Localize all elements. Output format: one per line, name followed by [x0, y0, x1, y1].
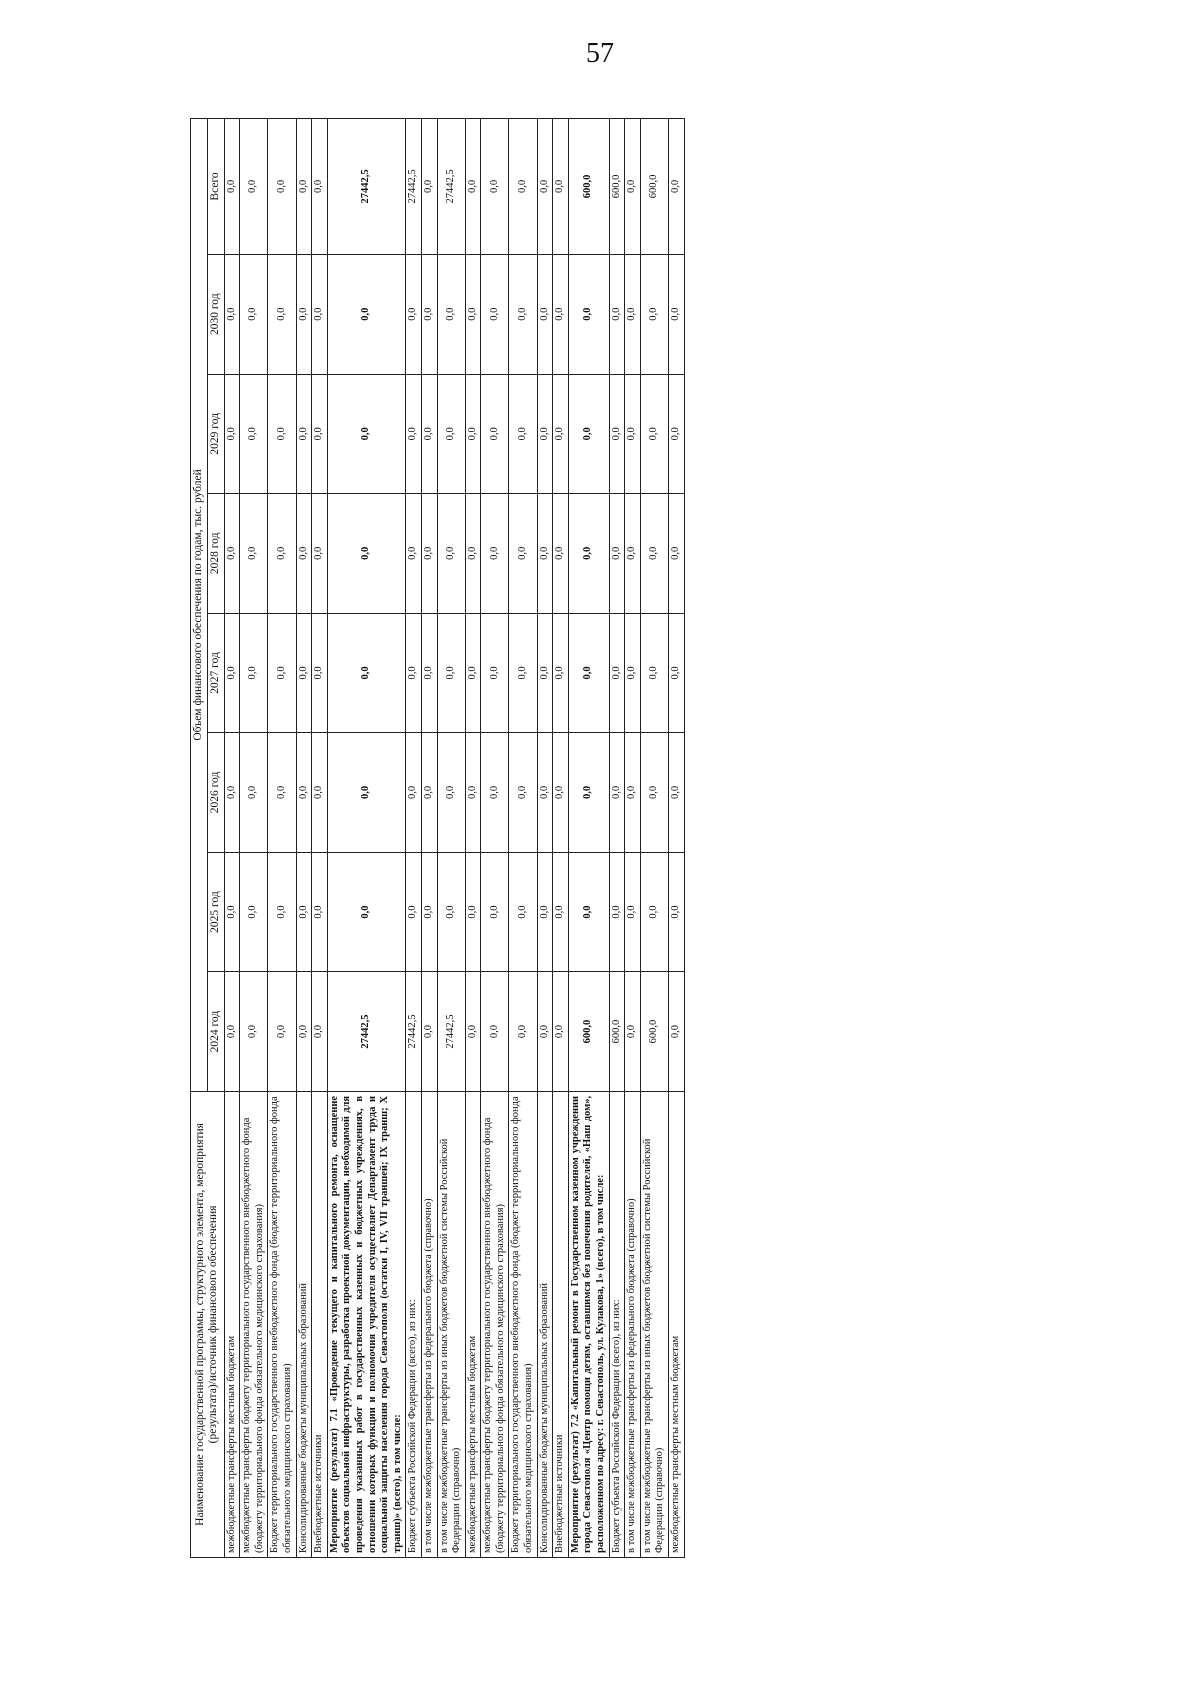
value-cell: 0,0 [312, 613, 328, 733]
header-year-cell: 2026 год [207, 733, 224, 853]
table-row [465, 119, 481, 1558]
value-cell: 0,0 [669, 374, 685, 494]
value-cell: 0,0 [240, 852, 268, 972]
value-cell: 27442,5 [437, 119, 465, 255]
value-cell: 0,0 [421, 254, 437, 374]
value-cell: 0,0 [406, 374, 422, 494]
value-cell: 0,0 [421, 613, 437, 733]
value-cell: 0,0 [481, 972, 509, 1092]
value-cell: 0,0 [312, 852, 328, 972]
row-name-cell: Бюджет территориального государственного внебюджетного фонда (бюджет территориального фонда обязательного медицинского страхования) [509, 1091, 537, 1557]
table-row [240, 119, 268, 1558]
value-cell: 0,0 [312, 733, 328, 853]
value-cell: 0,0 [625, 972, 641, 1092]
value-cell: 0,0 [224, 494, 240, 614]
value-cell: 0,0 [669, 494, 685, 614]
header-year-cell: 2030 год [207, 254, 224, 374]
value-cell: 0,0 [312, 374, 328, 494]
row-name-cell: межбюджетные трансферты местным бюджетам [669, 1091, 685, 1557]
value-cell: 0,0 [537, 733, 553, 853]
value-cell: 600,0 [568, 119, 609, 255]
value-cell: 0,0 [481, 852, 509, 972]
value-cell: 0,0 [609, 613, 625, 733]
row-name-cell: межбюджетные трансферты местным бюджетам [465, 1091, 481, 1557]
table-row [296, 119, 312, 1558]
header-year-cell: 2027 год [207, 613, 224, 733]
value-cell: 0,0 [406, 613, 422, 733]
row-name-cell: межбюджетные трансферты бюджету территориального государственного внебюджетного фонда (бюджету территориального фонда обязательного медицинского страхования) [240, 1091, 268, 1557]
value-cell: 0,0 [406, 733, 422, 853]
value-cell: 0,0 [224, 613, 240, 733]
value-cell: 27442,5 [406, 972, 422, 1092]
value-cell: 0,0 [640, 733, 668, 853]
value-cell: 0,0 [568, 733, 609, 853]
table-row [609, 119, 625, 1558]
header-year-cell: 2025 год [207, 852, 224, 972]
value-cell: 0,0 [268, 374, 296, 494]
value-cell: 0,0 [509, 494, 537, 614]
value-cell: 0,0 [568, 494, 609, 614]
value-cell: 600,0 [640, 972, 668, 1092]
row-name-cell: Консолидированные бюджеты муниципальных образований [296, 1091, 312, 1557]
value-cell: 0,0 [465, 374, 481, 494]
value-cell: 0,0 [437, 494, 465, 614]
financing-table [190, 118, 685, 1558]
value-cell: 0,0 [481, 374, 509, 494]
header-year-cell: 2029 год [207, 374, 224, 494]
value-cell: 0,0 [268, 613, 296, 733]
value-cell: 0,0 [406, 254, 422, 374]
value-cell: 0,0 [553, 972, 569, 1092]
value-cell: 0,0 [268, 733, 296, 853]
value-cell: 0,0 [568, 852, 609, 972]
value-cell: 0,0 [224, 254, 240, 374]
row-name-cell: Бюджет территориального государственного внебюджетного фонда (бюджет территориального фонда обязательного медицинского страхования) [268, 1091, 296, 1557]
value-cell: 0,0 [568, 374, 609, 494]
value-cell: 0,0 [421, 733, 437, 853]
table-row [509, 119, 537, 1558]
table-row [421, 119, 437, 1558]
value-cell: 0,0 [481, 119, 509, 255]
value-cell: 0,0 [537, 972, 553, 1092]
header-volume-cell: Объем финансового обеспечения по годам, тыс. рублей [191, 119, 208, 1092]
value-cell: 0,0 [465, 852, 481, 972]
value-cell: 600,0 [609, 972, 625, 1092]
value-cell: 0,0 [437, 374, 465, 494]
row-name-cell: Мероприятие (результат) 7.1 «Проведение текущего и капитального ремонта, оснащение объектов социальной инфраструктуры, разработка проектной документации, необходимой для проведения указанных работ в государственных казенных и бюджетных учреждениях, в отношении которых функции и полномочия учредителя осуществляет Департамент труда и социальной защиты населения города Севастополя (остатки I, IV, VII траншей; IX транш; X транш)» (всего), в том числе: [327, 1091, 406, 1557]
value-cell: 0,0 [553, 254, 569, 374]
value-cell: 0,0 [224, 852, 240, 972]
value-cell: 0,0 [465, 972, 481, 1092]
value-cell: 0,0 [465, 254, 481, 374]
value-cell: 0,0 [640, 613, 668, 733]
value-cell: 0,0 [296, 254, 312, 374]
value-cell: 0,0 [481, 254, 509, 374]
value-cell: 0,0 [312, 972, 328, 1092]
value-cell: 0,0 [240, 972, 268, 1092]
value-cell: 0,0 [437, 254, 465, 374]
value-cell: 0,0 [312, 494, 328, 614]
value-cell: 0,0 [327, 374, 406, 494]
table-row [224, 119, 240, 1558]
table-body [224, 119, 684, 1558]
value-cell: 0,0 [421, 972, 437, 1092]
table-row [327, 119, 406, 1558]
value-cell: 0,0 [669, 852, 685, 972]
value-cell: 0,0 [224, 972, 240, 1092]
value-cell: 0,0 [609, 494, 625, 614]
rotated-table-container [190, 118, 1200, 1558]
value-cell: 0,0 [568, 613, 609, 733]
row-name-cell: Внебюджетные источники [553, 1091, 569, 1557]
row-name-cell: в том числе межбюджетные трансферты из иных бюджетов бюджетной системы Российской Федерации (справочно) [437, 1091, 465, 1557]
value-cell: 0,0 [406, 494, 422, 614]
table-row [268, 119, 296, 1558]
value-cell: 0,0 [406, 852, 422, 972]
table-row [640, 119, 668, 1558]
value-cell: 0,0 [421, 494, 437, 614]
value-cell: 0,0 [625, 613, 641, 733]
value-cell: 600,0 [609, 119, 625, 255]
value-cell: 27442,5 [327, 119, 406, 255]
value-cell: 0,0 [609, 254, 625, 374]
value-cell: 0,0 [553, 852, 569, 972]
table-row [568, 119, 609, 1558]
value-cell: 600,0 [640, 119, 668, 255]
value-cell: 0,0 [465, 494, 481, 614]
value-cell: 0,0 [240, 119, 268, 255]
value-cell: 0,0 [268, 254, 296, 374]
value-cell: 0,0 [669, 119, 685, 255]
value-cell: 0,0 [296, 852, 312, 972]
value-cell: 0,0 [553, 613, 569, 733]
header-year-cell: 2028 год [207, 494, 224, 614]
value-cell: 0,0 [553, 374, 569, 494]
value-cell: 0,0 [327, 494, 406, 614]
value-cell: 0,0 [609, 733, 625, 853]
page-number: 57 [586, 38, 614, 69]
value-cell: 0,0 [553, 494, 569, 614]
value-cell: 27442,5 [327, 972, 406, 1092]
value-cell: 0,0 [537, 852, 553, 972]
rotated-page-area [190, 118, 1200, 1558]
value-cell: 0,0 [509, 374, 537, 494]
header-name-cell: Наименование государственной программы, структурного элемента, мероприятия (результата)/источник финансового обеспечения [191, 1091, 225, 1557]
value-cell: 0,0 [327, 254, 406, 374]
value-cell: 0,0 [437, 852, 465, 972]
row-name-cell: Мероприятие (результат) 7.2 «Капитальный ремонт в Государственном казенном учреждении города Севастополя «Центр помощи детям, оставшимся без попечения родителей, «Наш дом», расположенном по адресу: г. Севастополь, ул. Кулакова, 1» (всего), в том числе: [568, 1091, 609, 1557]
row-name-cell: Бюджет субъекта Российской Федерации (всего), из них: [406, 1091, 422, 1557]
value-cell: 0,0 [327, 613, 406, 733]
value-cell: 0,0 [268, 852, 296, 972]
header-year-cell: 2024 год [207, 972, 224, 1092]
value-cell: 0,0 [224, 733, 240, 853]
value-cell: 0,0 [437, 733, 465, 853]
row-name-cell: в том числе межбюджетные трансферты из иных бюджетов бюджетной системы Российской Федерации (справочно) [640, 1091, 668, 1557]
value-cell: 0,0 [481, 613, 509, 733]
value-cell: 0,0 [268, 494, 296, 614]
value-cell: 0,0 [537, 119, 553, 255]
value-cell: 0,0 [296, 494, 312, 614]
value-cell: 0,0 [669, 733, 685, 853]
value-cell: 0,0 [509, 613, 537, 733]
value-cell: 0,0 [296, 613, 312, 733]
value-cell: 0,0 [421, 852, 437, 972]
value-cell: 0,0 [296, 119, 312, 255]
value-cell: 0,0 [537, 613, 553, 733]
value-cell: 0,0 [327, 733, 406, 853]
value-cell: 0,0 [625, 494, 641, 614]
value-cell: 0,0 [240, 254, 268, 374]
table-row [553, 119, 569, 1558]
value-cell: 0,0 [568, 254, 609, 374]
value-cell: 0,0 [537, 374, 553, 494]
value-cell: 0,0 [509, 733, 537, 853]
row-name-cell: Внебюджетные источники [312, 1091, 328, 1557]
value-cell: 0,0 [421, 119, 437, 255]
value-cell: 0,0 [481, 733, 509, 853]
value-cell: 0,0 [268, 119, 296, 255]
row-name-cell: межбюджетные трансферты бюджету территориального государственного внебюджетного фонда (бюджету территориального фонда обязательного медицинского страхования) [481, 1091, 509, 1557]
value-cell: 0,0 [625, 254, 641, 374]
value-cell: 0,0 [240, 613, 268, 733]
row-name-cell: в том числе межбюджетные трансферты из федерального бюджета (справочно) [625, 1091, 641, 1557]
value-cell: 0,0 [296, 374, 312, 494]
value-cell: 0,0 [509, 254, 537, 374]
value-cell: 0,0 [609, 374, 625, 494]
table-row [406, 119, 422, 1558]
header-row-top [191, 119, 208, 1558]
table-row [669, 119, 685, 1558]
value-cell: 0,0 [537, 494, 553, 614]
value-cell: 0,0 [640, 374, 668, 494]
value-cell: 0,0 [609, 852, 625, 972]
value-cell: 0,0 [268, 972, 296, 1092]
value-cell: 0,0 [509, 852, 537, 972]
value-cell: 0,0 [224, 374, 240, 494]
value-cell: 0,0 [465, 119, 481, 255]
value-cell: 0,0 [465, 733, 481, 853]
table-row [312, 119, 328, 1558]
value-cell: 0,0 [327, 852, 406, 972]
value-cell: 27442,5 [437, 972, 465, 1092]
value-cell: 0,0 [669, 613, 685, 733]
value-cell: 0,0 [240, 494, 268, 614]
value-cell: 0,0 [553, 119, 569, 255]
value-cell: 0,0 [224, 119, 240, 255]
row-name-cell: межбюджетные трансферты местным бюджетам [224, 1091, 240, 1557]
value-cell: 0,0 [240, 374, 268, 494]
value-cell: 0,0 [640, 494, 668, 614]
value-cell: 0,0 [625, 733, 641, 853]
value-cell: 0,0 [509, 119, 537, 255]
row-name-cell: Консолидированные бюджеты муниципальных образований [537, 1091, 553, 1557]
table-row [437, 119, 465, 1558]
value-cell: 0,0 [481, 494, 509, 614]
value-cell: 0,0 [625, 852, 641, 972]
value-cell: 0,0 [625, 374, 641, 494]
value-cell: 0,0 [537, 254, 553, 374]
value-cell: 0,0 [240, 733, 268, 853]
header-year-cell: Всего [207, 119, 224, 255]
value-cell: 27442,5 [406, 119, 422, 255]
table-row [481, 119, 509, 1558]
row-name-cell: в том числе межбюджетные трансферты из федерального бюджета (справочно) [421, 1091, 437, 1557]
value-cell: 0,0 [640, 852, 668, 972]
value-cell: 0,0 [437, 613, 465, 733]
value-cell: 0,0 [421, 374, 437, 494]
value-cell: 0,0 [625, 119, 641, 255]
value-cell: 0,0 [312, 254, 328, 374]
value-cell: 0,0 [640, 254, 668, 374]
value-cell: 0,0 [669, 254, 685, 374]
value-cell: 0,0 [553, 733, 569, 853]
value-cell: 0,0 [669, 972, 685, 1092]
value-cell: 0,0 [465, 613, 481, 733]
value-cell: 0,0 [509, 972, 537, 1092]
table-row [537, 119, 553, 1558]
row-name-cell: Бюджет субъекта Российской Федерации (всего), из них: [609, 1091, 625, 1557]
table-row [625, 119, 641, 1558]
value-cell: 0,0 [296, 972, 312, 1092]
value-cell: 0,0 [312, 119, 328, 255]
value-cell: 600,0 [568, 972, 609, 1092]
value-cell: 0,0 [296, 733, 312, 853]
